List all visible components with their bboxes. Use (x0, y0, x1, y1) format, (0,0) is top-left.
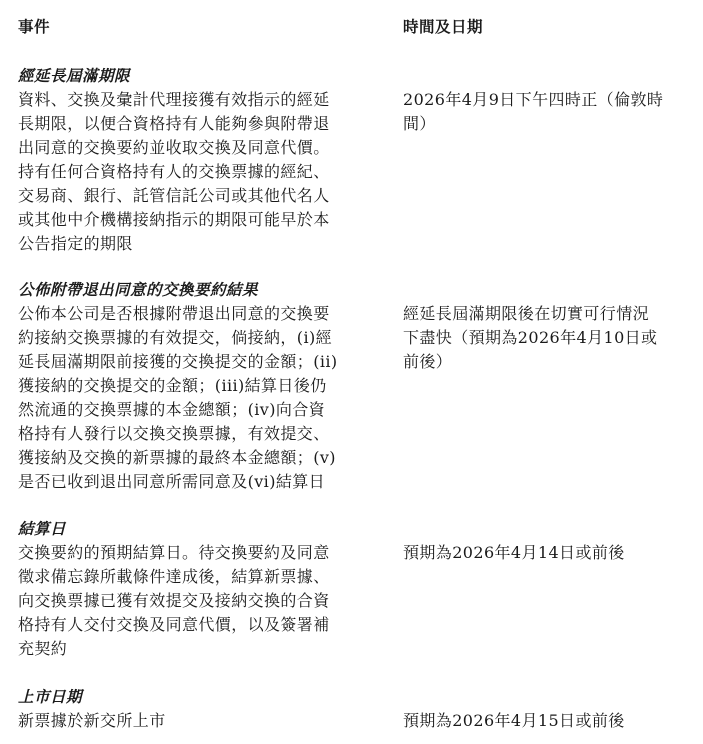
event-description (18, 709, 390, 733)
time-line: 間） (403, 114, 436, 133)
time-date-description (403, 88, 695, 136)
section-title: 上市日期 (18, 688, 83, 706)
event-line: 交易商、銀行、託管信託公司或其他代名人 (18, 186, 330, 205)
event-line: 充契約 (18, 639, 68, 658)
time-line: 預期為2026年4月14日或前後 (403, 543, 625, 562)
event-description (18, 541, 390, 661)
event-description (18, 88, 390, 256)
event-line: 向交換票據已獲有效提交及接納交換的合資 (18, 591, 330, 610)
event-line: 出同意的交換要約並收取交換及同意代價。 (18, 138, 330, 157)
event-line: 或其他中介機構接納指示的期限可能早於本 (18, 210, 330, 229)
event-line: 約接納交換票據的有效提交，倘接納，(i)經 (18, 328, 333, 347)
time-line: 經延長屆滿期限後在切實可行情況 (403, 304, 650, 323)
time-date-description (403, 541, 695, 565)
section-title: 結算日 (18, 520, 67, 538)
event-line: 格持有人交付交換及同意代價，以及簽署補 (18, 615, 330, 634)
time-date-description (403, 709, 695, 733)
event-line: 長期限，以便合資格持有人能夠參與附帶退 (18, 114, 330, 133)
event-line: 持有任何合資格持有人的交換票據的經紀、 (18, 162, 330, 181)
event-line: 格持有人發行以交換交換票據，有效提交、 (18, 424, 330, 443)
time-line: 2026年4月9日下午四時正（倫敦時 (403, 90, 664, 109)
event-line: 獲接納的交換提交的金額；(iii)結算日後仍 (18, 376, 327, 395)
event-line: 交換要約的預期結算日。待交換要約及同意 (18, 543, 330, 562)
event-line: 延長屆滿期限前接獲的交換提交的金額；(ii) (18, 352, 338, 371)
section-title: 經延長屆滿期限 (18, 67, 131, 85)
event-line: 資料、交換及彙計代理接獲有效指示的經延 (18, 90, 330, 109)
event-line: 獲接納及交換的新票據的最終本金總額；(v) (18, 448, 336, 467)
section-title: 公佈附帶退出同意的交換要約結果 (18, 281, 259, 299)
time-line: 前後） (403, 352, 453, 371)
event-line: 公佈本公司是否根據附帶退出同意的交換要 (18, 304, 330, 323)
event-line: 然流通的交換票據的本金總額；(iv)向合資 (18, 400, 326, 419)
event-line: 徵求備忘錄所載條件達成後，結算新票據、 (18, 567, 330, 586)
event-line: 公告指定的期限 (18, 234, 133, 253)
event-line: 是否已收到退出同意所需同意及(vi)結算日 (18, 472, 326, 491)
event-description (18, 302, 390, 494)
time-line: 預期為2026年4月15日或前後 (403, 711, 625, 730)
time-date-column-header: 時間及日期 (403, 18, 484, 36)
event-column-header: 事件 (18, 18, 51, 36)
event-line: 新票據於新交所上市 (18, 711, 166, 730)
time-date-description (403, 302, 695, 374)
time-line: 下盡快（預期為2026年4月10日或 (403, 328, 658, 347)
